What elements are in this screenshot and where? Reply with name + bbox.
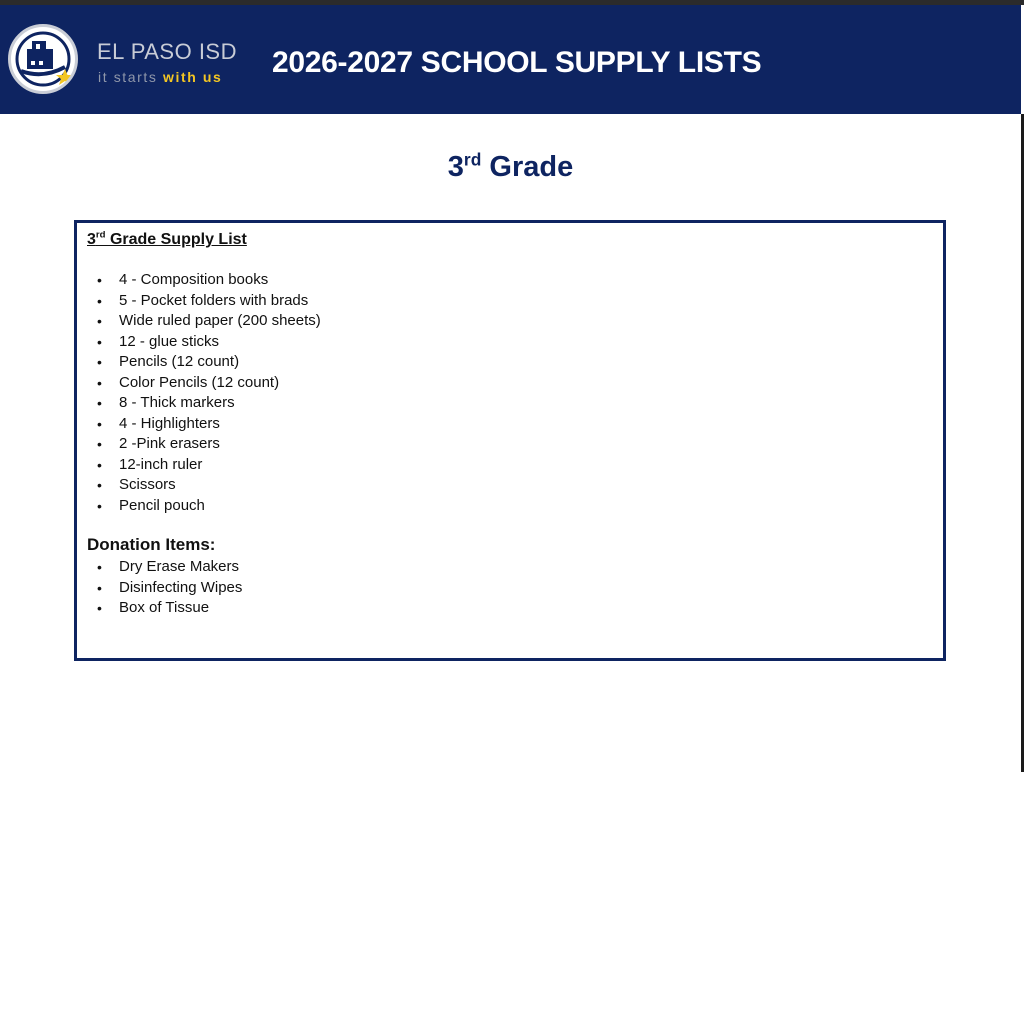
supply-list-title <box>87 231 247 249</box>
supply-title-rest: Grade Supply List <box>105 231 247 248</box>
tagline-light: it starts <box>98 69 164 85</box>
mission-logo-icon <box>11 27 75 91</box>
grade-suffix: rd <box>463 149 482 170</box>
donation-items-list <box>89 557 242 619</box>
grade-number: 3 <box>447 151 464 183</box>
document-title: 2026-2027 SCHOOL SUPPLY LISTS <box>272 46 762 79</box>
list-item: • 2 -Pink erasers <box>89 434 321 455</box>
list-item: • Pencils (12 count) <box>89 352 321 373</box>
brand-tagline <box>98 69 222 85</box>
list-item: • 12 - glue sticks <box>89 332 321 353</box>
list-item: • Scissors <box>89 475 321 496</box>
list-item: • Disinfecting Wipes <box>89 578 242 599</box>
supply-title-suffix: rd <box>95 229 106 241</box>
tagline-bold: with us <box>163 69 223 85</box>
list-item: • 5 - Pocket folders with brads <box>89 291 321 312</box>
district-logo <box>8 24 78 94</box>
grade-word: Grade <box>481 151 574 183</box>
supply-items-list <box>89 270 321 516</box>
list-item: • Wide ruled paper (200 sheets) <box>89 311 321 332</box>
list-item: • 4 - Highlighters <box>89 414 321 435</box>
list-item: • Box of Tissue <box>89 598 242 619</box>
list-item: • 4 - Composition books <box>89 270 321 291</box>
supply-list-box <box>74 220 946 661</box>
list-item: • Color Pencils (12 count) <box>89 373 321 394</box>
brand-name: EL PASO ISD <box>97 39 237 64</box>
donation-heading: Donation Items: <box>87 535 216 554</box>
list-item: • Dry Erase Makers <box>89 557 242 578</box>
list-item: • 12-inch ruler <box>89 455 321 476</box>
supply-title-number: 3 <box>87 231 96 248</box>
grade-heading <box>0 151 1021 184</box>
list-item: • Pencil pouch <box>89 496 321 517</box>
page-header <box>0 5 1021 114</box>
list-item: • 8 - Thick markers <box>89 393 321 414</box>
